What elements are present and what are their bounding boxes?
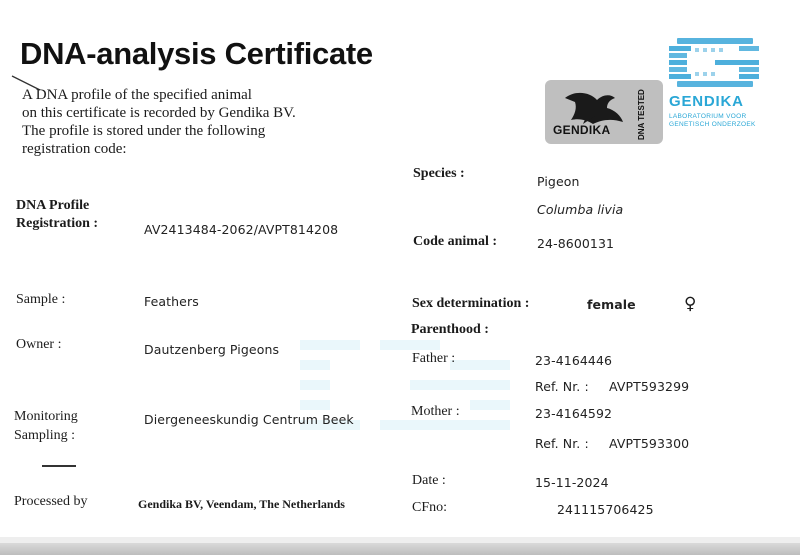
logo-tagline-1: LABORATORIUM VOOR [669, 113, 747, 120]
species-value: Pigeon [537, 174, 580, 189]
cfno-value: 241115706425 [557, 502, 654, 517]
intro-line: registration code: [22, 141, 127, 157]
registration-label: DNA Profile [16, 198, 90, 213]
registration-label-2: Registration : [16, 216, 99, 231]
female-symbol-icon: ♀ [684, 294, 697, 314]
mother-ref-label: Ref. Nr. : [535, 436, 589, 451]
monitoring-label: Monitoring [14, 409, 78, 424]
badge-brand: GENDIKA [553, 123, 611, 137]
intro-line: on this certificate is recorded by Gendika BV. [22, 105, 296, 121]
date-value: 15-11-2024 [535, 475, 609, 490]
processed-label: Processed by [14, 494, 88, 509]
dna-tested-badge [545, 80, 663, 144]
certificate-title: DNA-analysis Certificate [20, 36, 373, 71]
registration-value: AV2413484-2062/AVPT814208 [144, 222, 339, 237]
signature-line [42, 465, 76, 467]
intro-line: The profile is stored under the following [22, 123, 266, 139]
processed-value: Gendika BV, Veendam, The Netherlands [138, 497, 345, 511]
cfno-label: CFno: [412, 500, 448, 515]
father-label: Father : [412, 351, 456, 366]
mother-label: Mother : [411, 404, 460, 419]
father-ref-value: AVPT593299 [609, 379, 690, 394]
gendika-logo [665, 36, 765, 146]
code-animal-label: Code animal : [413, 234, 497, 249]
owner-label: Owner : [16, 337, 62, 352]
sex-value: female [587, 297, 636, 312]
code-animal-value: 24-8600131 [537, 236, 615, 251]
monitoring-value: Diergeneeskundig Centrum Beek [144, 412, 354, 427]
watermark [290, 330, 530, 480]
mother-value: 23-4164592 [535, 406, 613, 421]
logo-tagline-2: GENETISCH ONDERZOEK [669, 121, 756, 128]
father-ref-label: Ref. Nr. : [535, 379, 589, 394]
sex-label: Sex determination : [412, 296, 530, 311]
species-latin: Columba livia [537, 202, 624, 217]
sample-value: Feathers [144, 294, 199, 309]
owner-value: Dautzenberg Pigeons [144, 342, 280, 357]
gendika-g-icon [665, 36, 765, 96]
mother-ref-value: AVPT593300 [609, 436, 690, 451]
species-label: Species : [413, 166, 465, 181]
intro-line: A DNA profile of the specified animal [22, 87, 252, 103]
date-label: Date : [412, 473, 446, 488]
sample-label: Sample : [16, 292, 66, 307]
logo-brand: GENDIKA [669, 93, 744, 110]
intro-text [22, 86, 352, 158]
sampling-label: Sampling : [14, 428, 76, 443]
father-value: 23-4164446 [535, 353, 613, 368]
badge-stamp: DNA TESTED [637, 89, 646, 140]
parenthood-label: Parenthood : [411, 322, 489, 337]
page-edge [0, 543, 800, 555]
